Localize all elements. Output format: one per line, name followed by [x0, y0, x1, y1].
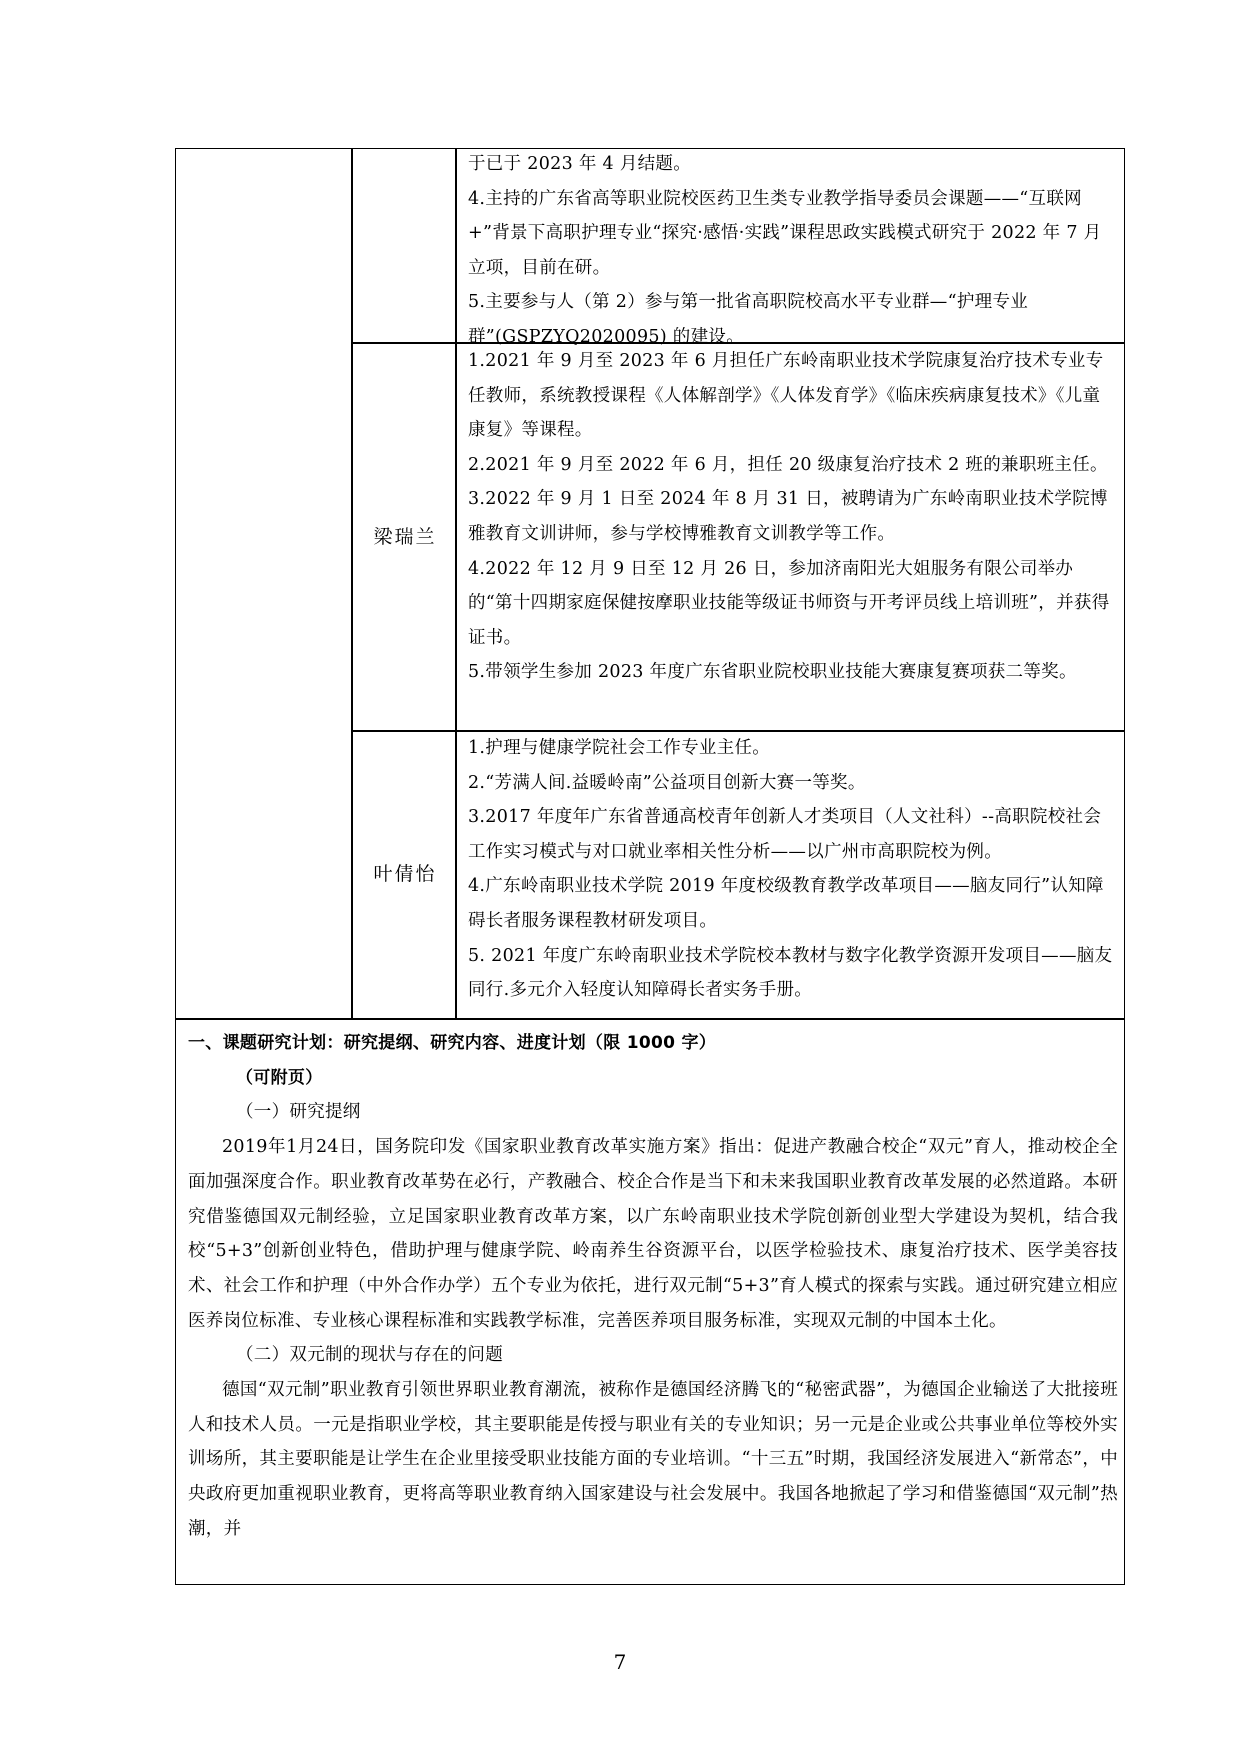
row-2-item-4: 4.2022 年 12 月 9 日至 12 月 26 日，参加济南阳光大姐服务有限公司举办的“第十四期家庭保健按摩职业技能等级证书师资与开考评员线上培训班”，并获得证书。 [468, 558, 1110, 648]
subheading-status: （二）双元制的现状与存在的问题 [236, 1345, 503, 1366]
row-3-item-1: 1.护理与健康学院社会工作专业主任。 [468, 738, 771, 758]
row-2-item-1: 1.2021 年 9 月至 2023 年 6 月担任广东岭南职业技术学院康复治疗技术专业专任教师，系统教授课程《人体解剖学》《人体发育学》《临床疾病康复技术》《儿童康复》等课程。 [468, 351, 1104, 441]
row-3-item-2: 2.“芳满人间.益暖岭南”公益项目创新大赛一等奖。 [468, 772, 866, 793]
row-1-content [468, 147, 1113, 355]
row-1-item-3: 5.主要参与人（第 2）参与第一批省高职院校高水平专业群—“护理专业群”(GSPZYQ2020095) 的建设。 [468, 292, 1029, 347]
row-3-content [468, 731, 1113, 1008]
row-2-item-3: 3.2022 年 9 月 1 日至 2024 年 8 月 31 日，被聘请为广东岭南职业技术学院博雅教育文训讲师，参与学校博雅教育文训教学等工作。 [468, 489, 1108, 544]
row-1-item-2: 4.主持的广东省高等职业院校医药卫生类专业教学指导委员会课题——“互联网+”背景下高职护理专业“探究·感悟·实践”课程思政实践模式研究于 2022 年 7 月立项，目前在研。 [468, 188, 1102, 278]
row-2-content [468, 344, 1113, 690]
research-plan-section [188, 1026, 1118, 1547]
row-3-item-4: 4.广东岭南职业技术学院 2019 年度校级教育教学改革项目——脑友同行”认知障碍长者服务课程教材研发项目。 [468, 876, 1104, 931]
row-2-item-2: 2.2021 年 9 月至 2022 年 6 月，担任 20 级康复治疗技术 2 班的兼职班主任。 [468, 454, 1108, 475]
col-divider-1 [351, 148, 353, 1018]
col-divider-2 [455, 148, 457, 1018]
section-heading: 一、课题研究计划：研究提纲、研究内容、进度计划（限 1000 字） [188, 1033, 717, 1053]
row-2-name: 梁瑞兰 [373, 526, 437, 548]
row-2-item-5: 5.带领学生参加 2023 年度广东省职业院校职业技能大赛康复赛项获二等奖。 [468, 662, 1077, 683]
row-3-name: 叶倩怡 [373, 863, 437, 885]
row-divider-3 [175, 1018, 1125, 1020]
section-heading-sub: （可附页） [236, 1067, 323, 1088]
subheading-outline: （一）研究提纲 [236, 1102, 361, 1123]
row-3-item-5: 5. 2021 年度广东岭南职业技术学院校本教材与数字化教学资源开发项目——脑友同行.多元介入轻度认知障碍长者实务手册。 [468, 945, 1113, 1001]
page-number: 7 [613, 1650, 627, 1674]
paragraph-status: 德国“双元制”职业教育引领世界职业教育潮流，被称作是德国经济腾飞的“秘密武器”，为德国企业输送了大批接班人和技术人员。一元是指职业学校，其主要职能是传授与职业有关的专业知识；另一元是企业或公共事业单位等校外实训场所，其主要职能是让学生在企业里接受职业技能方面的专业培训。“十三五”时期，我国经济发展进入“新常态”，中央政府更加重视职业教育，更将高等职业教育纳入国家建设与社会发展中。我国各地掀起了学习和借鉴德国“双元制”热潮，并 [188, 1380, 1118, 1539]
row-3-item-3: 3.2017 年度年广东省普通高校青年创新人才类项目（人文社科）--高职院校社会工作实习模式与对口就业率相关性分析——以广州市高职院校为例。 [468, 807, 1102, 862]
paragraph-outline: 2019年1月24日，国务院印发《国家职业教育改革实施方案》指出：促进产教融合校企“双元”育人，推动校企全面加强深度合作。职业教育改革势在必行，产教融合、校企合作是当下和未来我国职业教育改革发展的必然道路。本研究借鉴德国双元制经验，立足国家职业教育改革方案，以广东岭南职业技术学院创新创业型大学建设为契机，结合我校“5+3”创新创业特色，借助护理与健康学院、岭南养生谷资源平台，以医学检验技术、康复治疗技术、医学美容技术、社会工作和护理（中外合作办学）五个专业为依托，进行双元制“5+3”育人模式的探索与实践。通过研究建立相应医养岗位标准、专业核心课程标准和实践教学标准，完善医养项目服务标准，实现双元制的中国本土化。 [188, 1137, 1118, 1331]
row-1-item-1: 于已于 2023 年 4 月结题。 [468, 154, 692, 174]
